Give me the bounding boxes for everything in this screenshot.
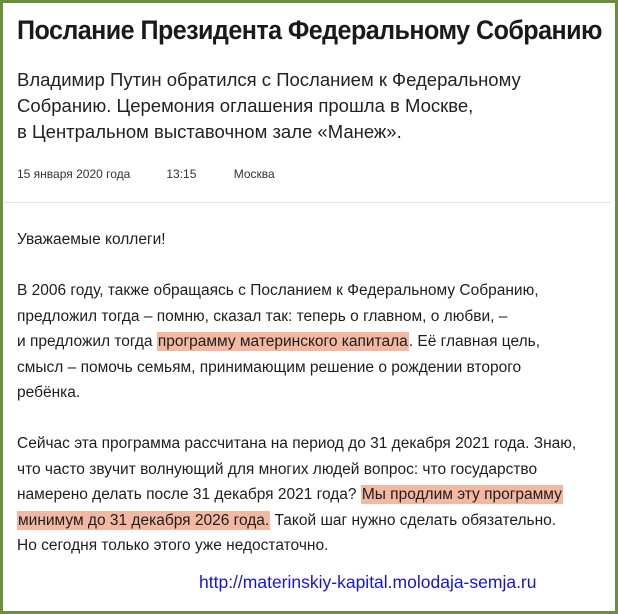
paragraph-line: Сейчас эта программа рассчитана на период до 31 декабря 2021 года. Знаю, xyxy=(17,435,577,452)
paragraph-line xyxy=(17,329,609,355)
article-time: 13:15 xyxy=(166,167,197,181)
greeting xyxy=(17,227,609,253)
lead-line: в Центральном выставочном зале «Манеж». xyxy=(17,121,402,142)
paragraph-line: В 2006 году, также обращаясь с Посланием к Федеральному Собранию, xyxy=(17,282,539,299)
text-run: и предложил тогда xyxy=(17,333,157,350)
text-run: намерено делать после 31 декабря 2021 года? xyxy=(17,486,361,503)
lead-line: Владимир Путин обратился с Посланием к Федеральному xyxy=(17,69,521,90)
paragraph-line: Но сегодня только этого уже недостаточно. xyxy=(17,537,329,554)
article-date: 15 января 2020 года xyxy=(17,167,131,181)
paragraph-line xyxy=(17,482,609,508)
divider xyxy=(3,202,611,203)
article-place: Москва xyxy=(233,167,275,181)
article-meta xyxy=(17,167,275,181)
text-run: Такой шаг нужно сделать обязательно. xyxy=(270,511,557,529)
highlighted-text: минимум до 31 декабря 2026 года. xyxy=(18,511,270,529)
paragraph-2 xyxy=(17,431,609,559)
article-body xyxy=(17,227,609,559)
greeting-text: Уважаемые коллеги! xyxy=(17,231,166,248)
watermark-url: http://materinskiy-kapital.molodaja-semja.ru xyxy=(199,572,537,592)
lead-line: Собранию. Церемония оглашения прошла в Москве, xyxy=(17,95,474,116)
paragraph-line xyxy=(17,508,609,534)
text-run: . Её главная цель, xyxy=(408,333,541,350)
highlighted-text: программу материнского капитала xyxy=(157,333,408,350)
paragraph-1 xyxy=(17,278,609,406)
page-title: Послание Президента Федеральному Собранию xyxy=(17,15,602,45)
paragraph-line: что часто звучит волнующий для многих людей вопрос: что государство xyxy=(17,460,538,478)
paragraph-line: ребёнка. xyxy=(17,384,81,401)
highlighted-text: Мы продлим эту программу xyxy=(361,486,562,503)
paragraph-line: смысл – помочь семьям, принимающим решение о рождении второго xyxy=(17,358,522,376)
paragraph-line: предложил тогда – помню, сказал так: теперь о главном, о любви, – xyxy=(17,307,508,325)
article-lead xyxy=(17,67,607,145)
